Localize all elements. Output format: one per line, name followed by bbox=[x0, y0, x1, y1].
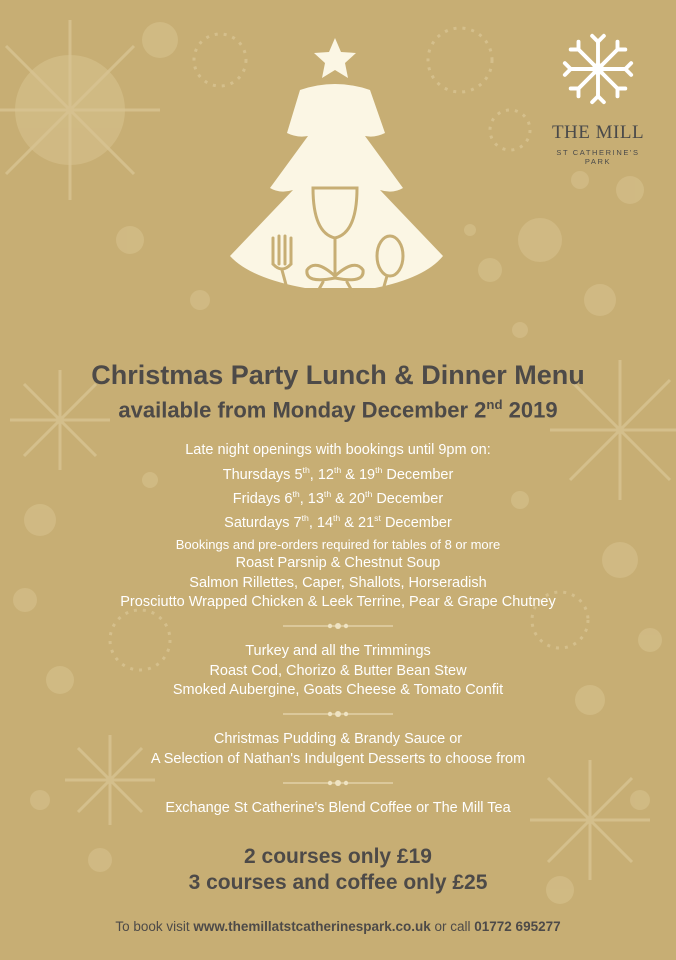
booking-url-link[interactable]: www.themillatstcatherinespark.co.uk bbox=[193, 919, 431, 934]
brand-subtitle: ST CATHERINE'S PARK bbox=[556, 148, 640, 166]
opening-date-separator: & bbox=[331, 490, 349, 507]
opening-date-ordinal: th bbox=[302, 464, 310, 475]
availability-ordinal: nd bbox=[486, 397, 503, 412]
price-two-courses: 2 courses only £19 bbox=[244, 845, 432, 868]
opening-date-ordinal: th bbox=[375, 464, 383, 475]
opening-date: 13 bbox=[307, 490, 324, 507]
menu-availability bbox=[0, 397, 676, 423]
opening-date-ordinal: th bbox=[365, 488, 373, 499]
brand-name: THE MILL bbox=[551, 122, 645, 143]
opening-date: 7 bbox=[293, 514, 302, 531]
opening-date-separator: , bbox=[299, 490, 308, 507]
divider-ornament bbox=[283, 779, 393, 787]
opening-date-ordinal: th bbox=[333, 464, 342, 475]
starter-item: Salmon Rillettes, Caper, Shallots, Horseradish bbox=[189, 574, 487, 591]
brand-logo bbox=[548, 30, 648, 166]
opening-date-ordinal: th bbox=[323, 488, 332, 499]
opening-day-line bbox=[0, 485, 676, 509]
opening-date-ordinal: st bbox=[374, 513, 381, 524]
openings-days bbox=[0, 461, 676, 534]
opening-month: December bbox=[384, 514, 452, 531]
main-item: Turkey and all the Trimmings bbox=[245, 643, 431, 659]
prices bbox=[0, 844, 676, 896]
opening-date: 12 bbox=[317, 466, 334, 483]
coffee-item: Exchange St Catherine's Blend Coffee or The Mill Tea bbox=[165, 800, 511, 816]
opening-date-separator: & bbox=[340, 514, 358, 531]
opening-month: December bbox=[386, 466, 454, 483]
desserts-section bbox=[0, 730, 676, 769]
late-openings bbox=[0, 441, 676, 555]
footer-prefix: To book visit bbox=[115, 919, 194, 934]
christmas-tree-icon bbox=[225, 38, 451, 318]
main-item: Smoked Aubergine, Goats Cheese & Tomato Confit bbox=[172, 682, 504, 698]
starter-item: Roast Parsnip & Chestnut Soup bbox=[235, 555, 441, 571]
divider-ornament bbox=[283, 710, 393, 718]
menu-title: Christmas Party Lunch & Dinner Menu bbox=[91, 360, 585, 390]
starter-item: Prosciutto Wrapped Chicken & Leek Terrine, Pear & Grape Chutney bbox=[120, 594, 556, 610]
availability-year: 2019 bbox=[502, 397, 558, 423]
bookings-note: Bookings and pre-orders required for tables of 8 or more bbox=[175, 537, 501, 553]
snowflake-icon bbox=[559, 30, 637, 108]
opening-date-separator: , bbox=[309, 466, 318, 483]
booking-footer bbox=[0, 919, 676, 934]
opening-date: 5 bbox=[294, 466, 303, 483]
openings-intro: Late night openings with bookings until 9pm on: bbox=[185, 442, 491, 458]
starters-section bbox=[0, 554, 676, 613]
opening-date: 21 bbox=[358, 514, 375, 531]
opening-date-ordinal: th bbox=[333, 513, 341, 524]
divider-ornament bbox=[283, 622, 393, 630]
opening-day-name: Saturdays bbox=[224, 514, 294, 531]
opening-date: 14 bbox=[316, 514, 334, 531]
mains-section bbox=[0, 642, 676, 701]
opening-date-separator: & bbox=[341, 466, 359, 483]
booking-phone[interactable]: 01772 695277 bbox=[474, 919, 561, 934]
footer-middle: or call bbox=[430, 919, 475, 934]
dessert-item: A Selection of Nathan's Indulgent Desserts to choose from bbox=[150, 750, 526, 767]
opening-day-name: Thursdays bbox=[222, 466, 295, 483]
opening-date-ordinal: th bbox=[292, 488, 300, 499]
opening-date: 6 bbox=[284, 490, 293, 507]
opening-date-separator: , bbox=[308, 514, 317, 531]
opening-date: 19 bbox=[358, 466, 376, 483]
opening-day-line bbox=[0, 509, 676, 533]
coffee-section bbox=[0, 799, 676, 819]
opening-day-line bbox=[0, 461, 676, 485]
availability-text: available from Monday December 2 bbox=[118, 397, 487, 423]
opening-date: 20 bbox=[348, 490, 366, 507]
opening-date-ordinal: th bbox=[301, 513, 309, 524]
dessert-item: Christmas Pudding & Brandy Sauce or bbox=[213, 731, 463, 747]
price-three-courses: 3 courses and coffee only £25 bbox=[188, 871, 488, 894]
main-item: Roast Cod, Chorizo & Butter Bean Stew bbox=[209, 662, 467, 679]
opening-month: December bbox=[376, 490, 444, 507]
opening-day-name: Fridays bbox=[232, 490, 285, 507]
